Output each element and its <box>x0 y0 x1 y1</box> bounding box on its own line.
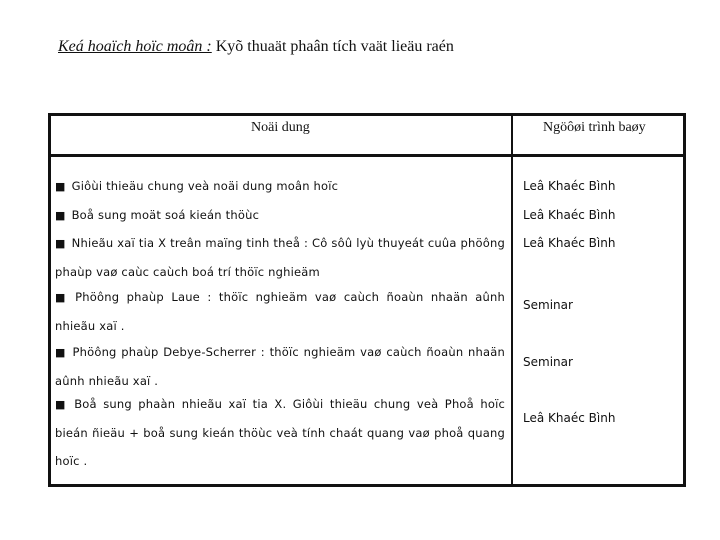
row-content-text: Phöông phaùp Debye-Scherrer : thöïc nghieäm vaø caùch ñoaùn nhaän aûnh nhieãu xaï . <box>55 345 506 388</box>
schedule-table <box>48 113 686 487</box>
header-divider <box>51 154 683 157</box>
square-bullet-icon: ■ <box>55 209 66 222</box>
row-presenter: Leâ Khaéc Bình <box>523 179 616 193</box>
header-presenter: Ngöôøi trình baøy <box>543 120 646 135</box>
square-bullet-icon: ■ <box>55 398 69 411</box>
row-content <box>55 338 505 395</box>
header-content: Noäi dung <box>251 120 310 135</box>
row-content-text: Boå sung moät soá kieán thöùc <box>71 208 260 222</box>
row-content-text: Phöông phaùp Laue : thöïc nghieäm vaø caùch ñoaùn nhaän aûnh nhieãu xaï . <box>55 290 505 333</box>
row-presenter: Seminar <box>523 298 573 312</box>
title-subject: Kyõ thuaät phaân tích vaät lieäu raén <box>215 38 454 55</box>
square-bullet-icon: ■ <box>55 180 66 193</box>
row-presenter: Leâ Khaéc Bình <box>523 411 616 425</box>
row-presenter: Leâ Khaéc Bình <box>523 236 616 250</box>
row-presenter: Seminar <box>523 355 573 369</box>
title-lead: Keá hoaïch hoïc moân : <box>58 38 212 55</box>
row-content <box>55 229 505 286</box>
row-content <box>55 201 505 230</box>
row-content <box>55 283 505 340</box>
square-bullet-icon: ■ <box>55 346 67 359</box>
square-bullet-icon: ■ <box>55 291 70 304</box>
row-content-text: Nhieãu xaï tia X treân maïng tinh theå : Cô sôû lyù thuyeát cuûa phöông phaùp vaø caùc caùch boá trí thöïc nghieäm <box>55 236 506 279</box>
row-content-text: Giôùi thieäu chung veà noäi dung moân hoïc <box>71 179 339 193</box>
page-title <box>58 38 454 56</box>
square-bullet-icon: ■ <box>55 237 66 250</box>
row-presenter: Leâ Khaéc Bình <box>523 208 616 222</box>
row-content <box>55 390 505 475</box>
row-content <box>55 172 505 201</box>
row-content-text: Boå sung phaàn nhieãu xaï tia X. Giôùi thieäu chung veà Phoå hoïc bieán ñieäu + boå sung kieán thöùc veà tính chaát quang vaø phoå quang hoïc . <box>55 397 505 468</box>
column-divider <box>511 116 513 484</box>
